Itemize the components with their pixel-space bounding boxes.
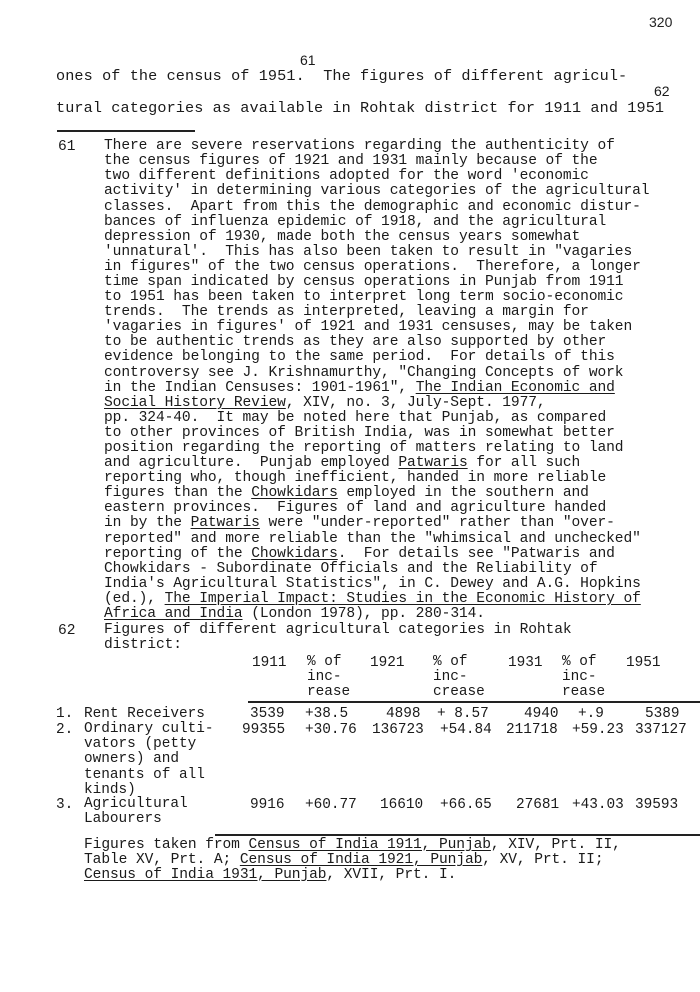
footnote-line: two different definitions adopted for the word 'economic xyxy=(104,168,589,184)
cell: +60.77 xyxy=(305,797,357,813)
journal-title: The Indian Economic and xyxy=(415,380,615,396)
footnote-line: reporting of the Chowkidars. For details see "Patwaris and xyxy=(104,546,615,562)
source-ref: Census of India 1921, Punjab xyxy=(239,852,483,868)
cell: +.9 xyxy=(578,706,604,722)
cell: 3539 xyxy=(250,706,285,722)
col-header-1911: 1911 xyxy=(252,655,287,671)
footnote-line: eastern provinces. Figures of land and agriculture handed xyxy=(104,500,607,516)
footnote-line: depression of 1930, made both the census years somewhat xyxy=(104,229,581,245)
footnote-line: trends. The trends as interpreted, leaving a margin for xyxy=(104,304,589,320)
cell: +30.76 xyxy=(305,722,357,738)
source-ref: Census of India 1911, Punjab xyxy=(248,837,491,853)
footnote-line: reported" and more reliable than the "whimsical and unchecked" xyxy=(104,531,641,547)
journal-title: Social History Review xyxy=(104,395,286,411)
cell: 9916 xyxy=(250,797,285,813)
table-bottom-rule xyxy=(215,834,700,836)
cell: 4940 xyxy=(524,706,559,722)
row-label: Ordinary culti- vators (petty owners) and tenants of all kinds) xyxy=(84,721,214,798)
cell: 5389 xyxy=(645,706,680,722)
footnote-line: reporting who, though inefficient, handed in more reliable xyxy=(104,470,607,486)
footnote-line: in figures" of the two census operations. Therefore, a longer xyxy=(104,259,641,275)
footnote-ref-62: 62 xyxy=(654,83,670,99)
footnote-line: in by the Patwaris were "under-reported" rather than "over- xyxy=(104,515,615,531)
footnote-line: There are severe reservations regarding the authenticity of xyxy=(104,138,615,154)
cell: +66.65 xyxy=(440,797,492,813)
footnote-line: to be authentic trends as they are also supported by other xyxy=(104,334,607,350)
footnote-separator xyxy=(57,130,195,132)
footnote-line: time span indicated by census operations in Punjab from 1911 xyxy=(104,274,624,290)
col-header-1931: 1931 xyxy=(508,655,543,671)
row-label: Rent Receivers xyxy=(84,706,205,722)
footnote-line: 'unnatural'. This has also been taken to result in "vagaries xyxy=(104,244,633,260)
footnote-62-line: district: xyxy=(104,637,182,653)
footnote-line: India's Agricultural Statistics", in C. Dewey and A.G. Hopkins xyxy=(104,576,641,592)
body-line-1: ones of the census of 1951. The figures of different agricul- xyxy=(56,67,628,85)
cell: +43.03 xyxy=(572,797,624,813)
footnote-number-62: 62 xyxy=(58,623,76,639)
page-number: 320 xyxy=(649,14,673,30)
source-ref: Census of India 1931, Punjab xyxy=(84,867,327,883)
cell: 99355 xyxy=(242,722,286,738)
footnote-line: Africa and India (London 1978), pp. 280-314. xyxy=(104,606,485,622)
col-header-pct-1: % of inc- rease xyxy=(307,654,351,700)
footnote-line: pp. 324-40. It may be noted here that Punjab, as compared xyxy=(104,410,607,426)
footnote-line: 'vagaries in figures' of 1921 and 1931 censuses, may be taken xyxy=(104,319,633,335)
footnote-ref-61: 61 xyxy=(300,52,316,68)
footnote-line: Social History Review, XIV, no. 3, July-Sept. 1977, xyxy=(104,395,546,411)
body-line-2: tural categories as available in Rohtak district for 1911 and 1951 xyxy=(56,99,665,117)
book-title: Africa and India xyxy=(104,606,243,622)
footnote-line: Chowkidars - Subordinate Officials and the Reliability of xyxy=(104,561,598,577)
footnote-line: the census figures of 1921 and 1931 mainly because of the xyxy=(104,153,598,169)
cell: + 8.57 xyxy=(437,706,489,722)
footnote-line: and agriculture. Punjab employed Patwaris for all such xyxy=(104,455,581,471)
row-number: 2. xyxy=(56,722,74,738)
cell: 27681 xyxy=(516,797,560,813)
book-title: The Imperial Impact: Studies in the Economic History of xyxy=(164,591,641,607)
footnote-line: figures than the Chowkidars employed in the southern and xyxy=(104,485,589,501)
footnote-number-61: 61 xyxy=(58,139,76,155)
footnote-line: activity' in determining various categories of the agricultural xyxy=(104,183,650,199)
footnote-line: to other provinces of British India, was in somewhat better xyxy=(104,425,615,441)
footnote-line: (ed.), The Imperial Impact: Studies in the Economic History of xyxy=(104,591,641,607)
cell: +59.23 xyxy=(572,722,624,738)
cell: 337127 xyxy=(635,722,687,738)
footnote-62-line: Figures of different agricultural categories in Rohtak xyxy=(104,622,572,638)
footnote-line: evidence belonging to the same period. For details of this xyxy=(104,349,615,365)
footnote-line: controversy see J. Krishnamurthy, "Changing Concepts of work xyxy=(104,365,624,381)
cell: 16610 xyxy=(380,797,424,813)
cell: 211718 xyxy=(506,722,558,738)
col-header-1921: 1921 xyxy=(370,655,405,671)
footnote-line: position regarding the reporting of matters relating to land xyxy=(104,440,624,456)
cell: 39593 xyxy=(635,797,679,813)
col-header-pct-3: % of inc- rease xyxy=(562,654,606,700)
cell: +54.84 xyxy=(440,722,492,738)
cell: 4898 xyxy=(386,706,421,722)
row-number: 1. xyxy=(56,706,74,722)
footnote-line: classes. Apart from this the demographic and economic distur- xyxy=(104,199,641,215)
table-header-rule xyxy=(248,701,700,703)
cell: 136723 xyxy=(372,722,424,738)
col-header-pct-2: % of inc- crease xyxy=(433,654,485,700)
footnote-line: bances of influenza epidemic of 1918, and the agricultural xyxy=(104,214,607,230)
cell: +38.5 xyxy=(305,706,349,722)
row-number: 3. xyxy=(56,797,74,813)
col-header-1951: 1951 xyxy=(626,655,661,671)
footnote-line: to 1951 has been taken to interpret long term socio-economic xyxy=(104,289,624,305)
footnote-line: in the Indian Censuses: 1901-1961", The Indian Economic and xyxy=(104,380,615,396)
row-label: Agricultural Labourers xyxy=(84,796,188,828)
